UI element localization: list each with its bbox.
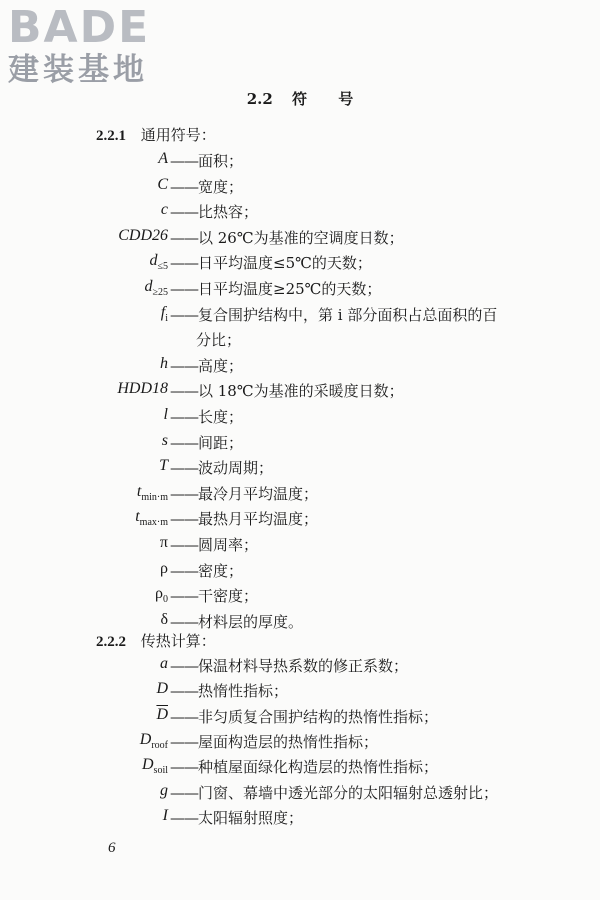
symbol: h [160,354,168,372]
symbol-subscript: ≥25 [152,287,168,299]
em-dash: —— [170,382,198,401]
symbol-row [0,611,600,637]
em-dash: —— [170,228,198,247]
em-dash: —— [170,587,198,606]
symbol-subscript: roof [151,740,168,752]
symbol: CDD26 [118,226,168,244]
symbol-row [0,150,600,176]
symbol: δ [160,610,168,628]
symbol-row [0,534,600,560]
heading-title-2: 号 [338,90,354,108]
symbol-row [0,380,600,406]
symbol: l [163,406,168,423]
symbol-description: ——高度； [170,356,244,375]
em-dash: —— [170,203,198,222]
symbol-description: ——波动周期； [170,459,274,478]
symbol-row [0,706,600,732]
symbol-description: ——密度； [170,561,244,580]
symbol: ρ [160,559,168,577]
symbol-row [0,304,600,330]
symbol-row [0,680,600,706]
symbol-subscript: max·m [139,517,168,529]
symbol: s [161,431,168,449]
symbol: C [157,175,168,193]
symbol: $\overline{D}$ [156,705,168,723]
symbol-description: ——太阳辐射照度； [170,808,304,827]
symbol-row [0,756,600,782]
subsection-general [96,124,216,145]
symbol-description: ——宽度； [170,177,244,196]
symbol-row [0,176,600,202]
symbol: g [160,781,168,799]
symbol-description: ——复合围护结构中，第 i 部分面积占总面积的百 [170,305,498,324]
symbol: a [160,655,168,672]
symbol-description: ——干密度； [170,587,259,606]
em-dash: —— [170,459,198,478]
symbol-description: ——比热容； [170,203,259,222]
symbol-subscript: ≤5 [157,261,168,273]
symbol: c [160,201,168,219]
subsection-title: 传热计算： [140,632,216,650]
heading-title-1: 符 [292,90,308,108]
symbol: D [156,680,168,698]
symbol-row [0,560,600,586]
symbol: $D_{roof}$ [139,730,168,752]
subsection-title: 通用符号： [140,126,216,144]
subsection-heat [96,630,216,651]
symbol-row [0,278,600,304]
symbol-description: 分比； [196,331,242,350]
symbol-description: ——日平均温度≥25℃的天数； [170,280,382,298]
symbol-row [0,655,600,681]
symbol-row [0,252,600,278]
symbol-subscript: soil [153,765,168,777]
symbol-subscript: 0 [163,594,168,606]
em-dash: —— [170,657,198,675]
em-dash: —— [170,254,198,273]
em-dash: —— [170,177,198,196]
symbol-description: ——日平均温度≤5℃的天数； [170,254,372,273]
symbol: $t_{max\cdot m}$ [135,508,168,529]
subsection-number: 2.2.2 [96,634,126,650]
em-dash: —— [170,280,198,298]
symbol-row [0,355,600,381]
symbol-description: ——最热月平均温度； [170,510,319,529]
symbol: T [159,457,168,475]
em-dash: —— [170,682,198,701]
symbol-description: ——材料层的厚度。 [170,612,304,631]
em-dash: —— [170,808,198,827]
symbol: π [159,534,168,551]
symbol-description: ——非匀质复合围护结构的热惰性指标； [170,707,439,726]
symbol-description: ——面积； [170,152,244,170]
symbol-row [0,201,600,227]
symbol-description: ——种植屋面绿化构造层的热惰性指标； [170,758,439,777]
symbol-row [0,457,600,483]
em-dash: —— [170,732,198,751]
symbol-description: ——最冷月平均温度； [170,484,319,503]
symbol-row [0,782,600,808]
em-dash: —— [170,510,198,529]
symbol: I [162,806,168,824]
symbol-description: ——保温材料导热系数的修正系数； [170,657,409,675]
em-dash: —— [170,305,198,324]
em-dash: —— [170,707,198,726]
em-dash: —— [170,433,198,452]
symbol-subscript: i [165,312,168,324]
logo-brand-text: BADE [8,2,151,53]
symbol: $d_{\le 5}$ [149,252,168,273]
bade-logo [8,2,178,96]
em-dash: —— [170,612,198,631]
symbol: $t_{min\cdot m}$ [136,482,168,503]
em-dash: —— [170,408,198,426]
symbol-row [0,406,600,432]
symbol-row [0,807,600,833]
em-dash: —— [170,561,198,580]
symbol-description: ——间距； [170,433,244,452]
symbol-description: ——屋面构造层的热惰性指标； [170,732,379,751]
symbol: A [158,150,168,167]
em-dash: —— [170,484,198,503]
symbol: $f_i$ [160,303,168,324]
em-dash: —— [170,758,198,777]
symbol-row [0,731,600,757]
symbol: $d_{\ge 25}$ [144,278,168,299]
subsection-number: 2.2.1 [96,128,126,144]
symbol: HDD18 [117,380,168,398]
heading-number: 2.2 [246,90,273,108]
symbol: $D_{soil}$ [141,756,168,777]
em-dash: —— [170,783,198,802]
em-dash: —— [170,152,198,170]
symbol-description: ——门窗、幕墙中透光部分的太阳辐射总透射比； [170,783,499,802]
symbol-row [0,508,600,534]
symbol-description: ——以 18℃为基准的采暖度日数； [170,382,404,401]
em-dash: —— [170,536,198,554]
symbol-description: ——长度； [170,408,244,426]
symbol-row [0,585,600,611]
symbol-description: ——热惰性指标； [170,682,289,701]
symbol-row [0,483,600,509]
symbol-row [0,329,600,355]
symbol-row [0,432,600,458]
em-dash: —— [170,356,198,375]
page-number: 6 [108,840,116,856]
symbol-subscript: min·m [141,491,168,503]
symbol-row [0,227,600,253]
section-heading [0,88,600,109]
symbol-description: ——圆周率； [170,536,259,554]
symbol-description: ——以 26℃为基准的空调度日数； [170,228,404,247]
symbol: $\rho_0$ [155,585,168,606]
logo-subtitle: 建装基地 [8,52,148,88]
